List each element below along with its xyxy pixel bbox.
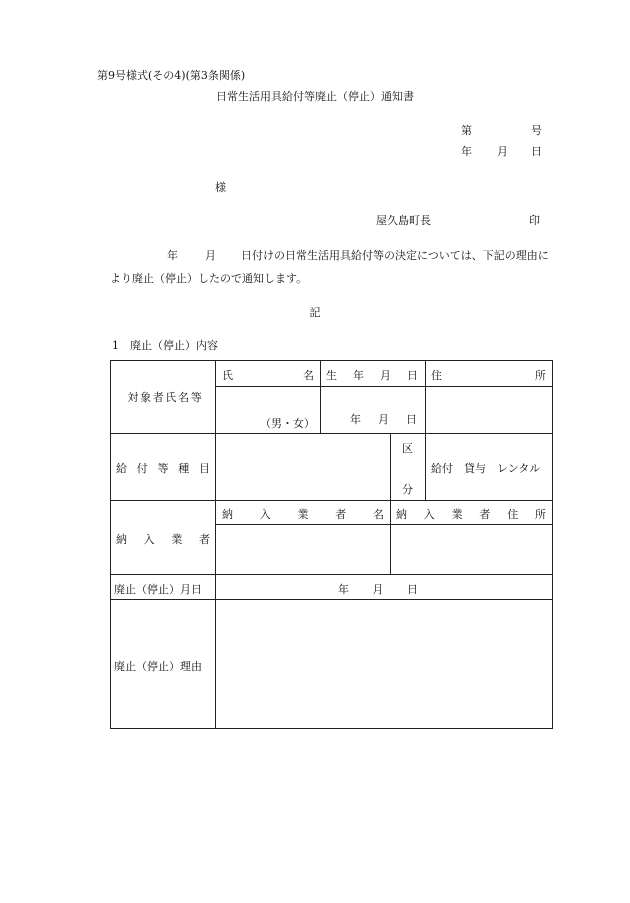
- section-heading: 1 廃止（停止）内容: [112, 339, 218, 352]
- body-text: 日付けの日常生活用具給付等の決定については、下記の理由に: [241, 249, 549, 262]
- issuer-title: 屋久島町長: [376, 214, 431, 227]
- body-year: 年: [167, 249, 178, 262]
- address-header: 住 所: [431, 369, 546, 382]
- issue-year: 年: [461, 145, 472, 158]
- category-header-bottom: 分: [402, 483, 413, 496]
- abolish-date-field: 年 月 日: [338, 583, 418, 596]
- gender-field: （男・女）: [260, 417, 315, 430]
- document-title: 日常生活用具給付等廃止（停止）通知書: [216, 90, 414, 103]
- item-label: 給 付 等 種 目: [116, 462, 210, 475]
- issue-day: 日: [531, 145, 542, 158]
- subject-label: 対 象 者 氏 名 等: [127, 391, 202, 404]
- birth-header: 生 年 月 日: [326, 369, 418, 382]
- number-suffix: 号: [531, 124, 542, 137]
- supplier-address-header: 納 入 業 者 住 所: [396, 508, 546, 521]
- addressee-suffix: 様: [215, 181, 226, 194]
- category-options: 給付 貸与 レンタル: [431, 462, 541, 475]
- content-table: [110, 360, 553, 729]
- number-prefix: 第: [461, 124, 472, 137]
- name-header: 氏 名: [222, 369, 314, 382]
- issue-month: 月: [497, 145, 508, 158]
- supplier-name-header: 納 入 業 者 名: [222, 508, 384, 521]
- birth-date-field: 年 月 日: [350, 413, 417, 426]
- form-number: 第9号様式(その4)(第3条関係): [97, 69, 246, 82]
- abolish-date-label: 廃止（停止）月日: [114, 583, 202, 596]
- reason-label: 廃止（停止）理由: [114, 660, 202, 673]
- category-header-top: 区: [402, 442, 413, 455]
- body-month: 月: [205, 249, 216, 262]
- seal-mark: 印: [529, 214, 540, 227]
- supplier-label: 納 入 業 者: [116, 533, 210, 546]
- body-line-1: [167, 247, 549, 263]
- ki-heading: 記: [309, 306, 321, 319]
- body-line-2: より廃止（停止）したので通知します。: [110, 272, 308, 285]
